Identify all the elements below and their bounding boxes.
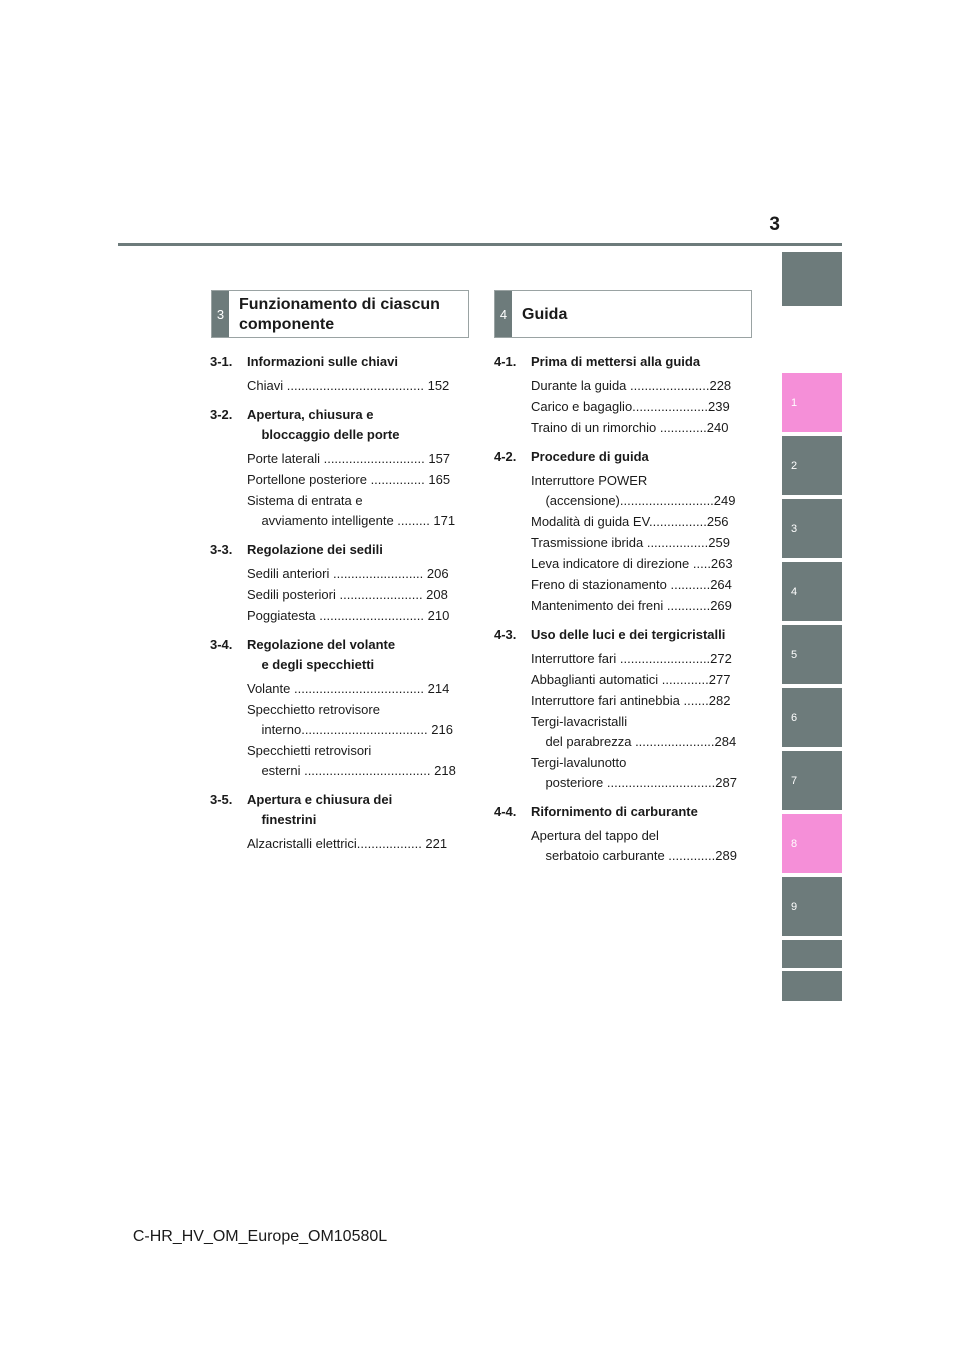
- chapter-tab-3[interactable]: [782, 499, 842, 558]
- chapter-tab-4[interactable]: [782, 562, 842, 621]
- section-number: 3: [212, 291, 229, 337]
- chapter-tab-label: 4: [791, 585, 798, 598]
- toc-entry-text: Specchietti retrovisori esterni ................................... 218: [247, 743, 456, 778]
- toc-entry-text: Alzacristalli elettrici.................. 221: [247, 836, 448, 851]
- toc-entry-text: Freno di stazionamento ...........264: [531, 577, 732, 592]
- toc-entry-text: Sistema di entrata e avviamento intelligente ......... 171: [247, 493, 456, 528]
- chapter-title: Regolazione dei sedili: [247, 542, 383, 557]
- toc-chapter[interactable]: [494, 625, 744, 645]
- chapter-title: Prima di mettersi alla guida: [531, 354, 701, 369]
- toc-entry[interactable]: [494, 649, 744, 669]
- toc-entry-text: Leva indicatore di direzione .....263: [531, 556, 733, 571]
- chapter-tab-label: 2: [791, 459, 798, 472]
- toc-entry[interactable]: [210, 564, 460, 584]
- toc-entry-text: Apertura del tappo del serbatoio carburante .............289: [531, 828, 737, 863]
- toc-entry-text: Traino di un rimorchio .............240: [531, 420, 729, 435]
- chapter-tab-7[interactable]: [782, 751, 842, 810]
- chapter-tab-label: 9: [791, 900, 798, 913]
- chapter-number: 3-2.: [210, 407, 233, 422]
- chapter-title: Uso delle luci e dei tergicristalli: [531, 627, 726, 642]
- toc-chapter[interactable]: [494, 447, 744, 467]
- chapter-number: 4-1.: [494, 354, 517, 369]
- toc-entry[interactable]: [210, 741, 460, 781]
- chapter-tab-blank[interactable]: [782, 252, 842, 306]
- chapter-title: Apertura e chiusura dei finestrini: [247, 792, 393, 827]
- toc-chapter[interactable]: [210, 790, 460, 830]
- toc-entry-text: Interruttore fari antinebbia .......282: [531, 693, 731, 708]
- chapter-tab-8[interactable]: [782, 814, 842, 873]
- section-title: [512, 291, 567, 337]
- toc-entry[interactable]: [210, 376, 460, 396]
- chapter-title: Procedure di guida: [531, 449, 649, 464]
- chapter-tab-label: 7: [791, 774, 798, 787]
- toc-entry[interactable]: [210, 470, 460, 490]
- chapter-number: 4-2.: [494, 449, 517, 464]
- chapter-tab-blank[interactable]: [782, 940, 842, 968]
- toc-entry[interactable]: [210, 585, 460, 605]
- chapter-tab-9[interactable]: [782, 877, 842, 936]
- toc-entry-text: Porte laterali ............................ 157: [247, 451, 451, 466]
- toc-entry-text: Poggiatesta ............................. 210: [247, 608, 450, 623]
- toc-entry[interactable]: [494, 418, 744, 438]
- toc-entry[interactable]: [494, 376, 744, 396]
- toc-entry-text: Sedili posteriori ....................... 208: [247, 587, 448, 602]
- toc-entry[interactable]: [494, 753, 744, 793]
- toc-entry-text: Modalità di guida EV................256: [531, 514, 729, 529]
- chapter-title: Apertura, chiusura e bloccaggio delle porte: [247, 407, 400, 442]
- toc-entry[interactable]: [494, 596, 744, 616]
- toc-entry-text: Trasmissione ibrida .................259: [531, 535, 730, 550]
- toc-entry-text: Volante .................................... 214: [247, 681, 450, 696]
- toc-entry-text: Portellone posteriore ............... 165: [247, 472, 451, 487]
- chapter-number: 3-5.: [210, 792, 233, 807]
- chapter-tab-label: 1: [791, 396, 798, 409]
- toc-entry[interactable]: [210, 700, 460, 740]
- chapter-tab-blank[interactable]: [782, 971, 842, 1001]
- toc-entry-text: Durante la guida ......................228: [531, 378, 732, 393]
- chapter-tab-6[interactable]: [782, 688, 842, 747]
- toc-entry[interactable]: [494, 691, 744, 711]
- toc-entry-text: Abbaglianti automatici .............277: [531, 672, 731, 687]
- toc-entry-text: Carico e bagaglio.....................239: [531, 399, 730, 414]
- chapter-title: Informazioni sulle chiavi: [247, 354, 398, 369]
- toc-chapter[interactable]: [494, 802, 744, 822]
- section-title-line2: componente: [239, 316, 335, 333]
- section-header-3[interactable]: [211, 290, 469, 338]
- chapter-tab-label: 6: [791, 711, 798, 724]
- section-number: 4: [495, 291, 512, 337]
- toc-entry[interactable]: [210, 606, 460, 626]
- toc-entry-text: Interruttore POWER (accensione)..........................249: [531, 473, 736, 508]
- chapter-tab-2[interactable]: [782, 436, 842, 495]
- toc-entry-text: Sedili anteriori ......................... 206: [247, 566, 449, 581]
- section-title: [229, 291, 440, 337]
- chapter-number: 3-1.: [210, 354, 233, 369]
- chapter-title: Rifornimento di carburante: [531, 804, 698, 819]
- toc-entry[interactable]: [494, 397, 744, 417]
- toc-entry[interactable]: [210, 449, 460, 469]
- toc-entry[interactable]: [210, 491, 460, 531]
- chapter-tab-5[interactable]: [782, 625, 842, 684]
- toc-column-right: [494, 352, 744, 875]
- footer-code: C-HR_HV_OM_Europe_OM10580L: [132, 1228, 388, 1245]
- toc-entry-text: Tergi-lavalunotto posteriore ..............................287: [531, 755, 737, 790]
- toc-chapter[interactable]: [494, 352, 744, 372]
- toc-chapter[interactable]: [210, 405, 460, 445]
- chapter-number: 3-3.: [210, 542, 233, 557]
- toc-chapter[interactable]: [210, 352, 460, 372]
- toc-entry-text: Mantenimento dei freni ............269: [531, 598, 732, 613]
- chapter-tab-label: 5: [791, 648, 798, 661]
- toc-entry-text: Interruttore fari .........................272: [531, 651, 732, 666]
- chapter-tab-label: 3: [791, 522, 798, 535]
- chapter-tab-label: 8: [791, 837, 798, 850]
- section-title-line1: Guida: [522, 306, 568, 323]
- toc-entry-text: Chiavi ...................................... 152: [247, 378, 450, 393]
- page-number: 3: [769, 214, 780, 235]
- header-rule: [118, 243, 842, 246]
- section-header-4[interactable]: [494, 290, 752, 338]
- toc-entry[interactable]: [494, 826, 744, 866]
- chapter-number: 4-3.: [494, 627, 517, 642]
- toc-entry[interactable]: [494, 575, 744, 595]
- toc-column-left: [210, 352, 460, 863]
- toc-entry[interactable]: [494, 471, 744, 511]
- chapter-title: Regolazione del volante e degli specchietti: [247, 637, 396, 672]
- section-title-line1: Funzionamento di ciascun: [239, 296, 440, 313]
- toc-entry-text: Specchietto retrovisore interno................................... 216: [247, 702, 453, 737]
- toc-entry[interactable]: [494, 533, 744, 553]
- toc-entry-text: Tergi-lavacristalli del parabrezza ......................284: [531, 714, 737, 749]
- chapter-number: 3-4.: [210, 637, 233, 652]
- toc-entry[interactable]: [494, 712, 744, 752]
- toc-entry[interactable]: [210, 679, 460, 699]
- toc-entry[interactable]: [494, 512, 744, 532]
- toc-chapter[interactable]: [210, 635, 460, 675]
- toc-entry[interactable]: [494, 554, 744, 574]
- toc-entry[interactable]: [210, 834, 460, 854]
- chapter-tab-1[interactable]: [782, 373, 842, 432]
- toc-chapter[interactable]: [210, 540, 460, 560]
- chapter-number: 4-4.: [494, 804, 517, 819]
- toc-entry[interactable]: [494, 670, 744, 690]
